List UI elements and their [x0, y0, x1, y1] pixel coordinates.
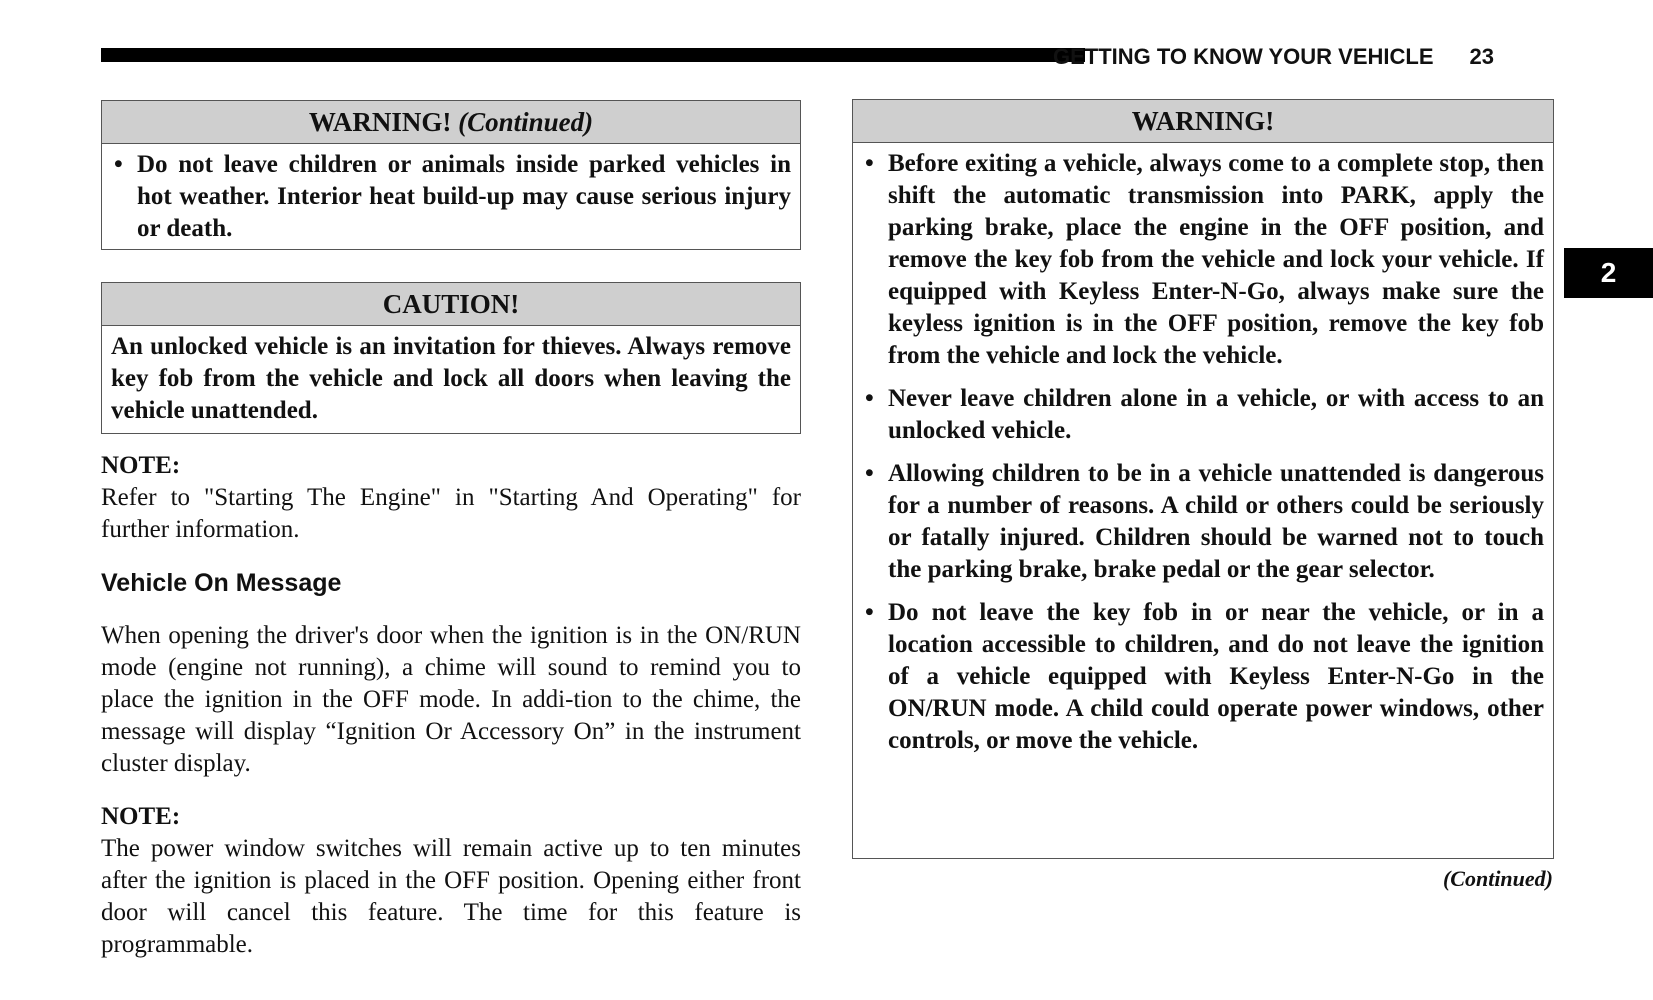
page-number: 23: [1469, 44, 1494, 69]
note-block-2: [101, 801, 801, 961]
caution-header: CAUTION!: [102, 283, 800, 326]
running-header: [1052, 42, 1494, 72]
warning-bullet-text: Before exiting a vehicle, always come to a complete stop, then shift the automatic transmission into PARK, apply the parking brake, place the engine in the OFF position, and remove the key fob from the vehicle and lock your vehicle. If equipped with Keyless Enter-N-Go, always make sure the keyless ignition is in the OFF position, remove the key fob from the vehicle and lock the vehicle.: [888, 150, 1544, 369]
header-section-title: GETTING TO KNOW YOUR VEHICLE: [1052, 44, 1434, 69]
caution-body: An unlocked vehicle is an invitation for thieves. Always remove key fob from the vehicle and lock all doors when leaving the vehicle unattended.: [111, 333, 791, 424]
warning-continued-suffix: (Continued): [458, 107, 594, 137]
bullet-icon: •: [114, 151, 123, 178]
note-text-2: The power window switches will remain active up to ten minutes after the ignition is placed in the OFF position. Opening either front door will cancel this feature. The time for this feature is programmable.: [101, 835, 801, 958]
warning-continued-box: [101, 100, 801, 250]
warning-continued-list: [104, 149, 791, 245]
bullet-icon: •: [865, 460, 874, 487]
warning-bullet-text: Do not leave children or animals inside parked vehicles in hot weather. Interior heat build-up may cause serious injury or death.: [137, 151, 791, 242]
section-paragraph: When opening the driver's door when the ignition is in the ON/RUN mode (engine not running), a chime will sound to remind you to place the ignition in the OFF mode. In addi-tion to the chime, the message will display “Ignition Or Accessory On” in the instrument cluster display.: [101, 622, 801, 777]
note-label-2: NOTE:: [101, 803, 181, 830]
warning-bullet-item: [104, 149, 791, 245]
bullet-icon: •: [865, 385, 874, 412]
warning-continued-header: [102, 101, 800, 144]
continued-label: (Continued): [1442, 866, 1553, 891]
warning-body: [853, 143, 1553, 757]
warning-bullet-item: [855, 458, 1544, 586]
chapter-tab: 2: [1564, 248, 1653, 298]
note-text-1: Refer to "Starting The Engine" in "Starting And Operating" for further information.: [101, 484, 801, 543]
header-rule: [101, 48, 1085, 62]
warning-bullet-item: [855, 597, 1544, 757]
note-block-1: [101, 450, 801, 546]
warning-continued-body: [102, 144, 800, 245]
warning-bullet-item: [855, 148, 1544, 372]
warning-bullet-text: Do not leave the key fob in or near the vehicle, or in a location accessible to children, and do not leave the ignition of a vehicle equipped with Keyless Enter-N-Go in the ON/RUN mode. A child could operate power windows, other controls, or move the vehicle.: [888, 599, 1544, 754]
bullet-icon: •: [865, 150, 874, 177]
warning-bullet-text: Never leave children alone in a vehicle, or with access to an unlocked vehicle.: [888, 385, 1544, 444]
warning-box: [852, 99, 1554, 859]
warning-bullet-item: [855, 383, 1544, 447]
warning-list: [855, 148, 1544, 757]
warning-continued-title: WARNING!: [308, 107, 452, 137]
warning-header: WARNING!: [853, 100, 1553, 143]
caution-box: [101, 282, 801, 434]
section-heading: Vehicle On Message: [101, 569, 342, 597]
note-label-1: NOTE:: [101, 452, 181, 479]
bullet-icon: •: [865, 599, 874, 626]
warning-bullet-text: Allowing children to be in a vehicle unattended is dangerous for a number of reasons. A child or others could be seriously or fatally injured. Children should be warned not to touch the parking brake, brake pedal or the gear selector.: [888, 460, 1544, 583]
